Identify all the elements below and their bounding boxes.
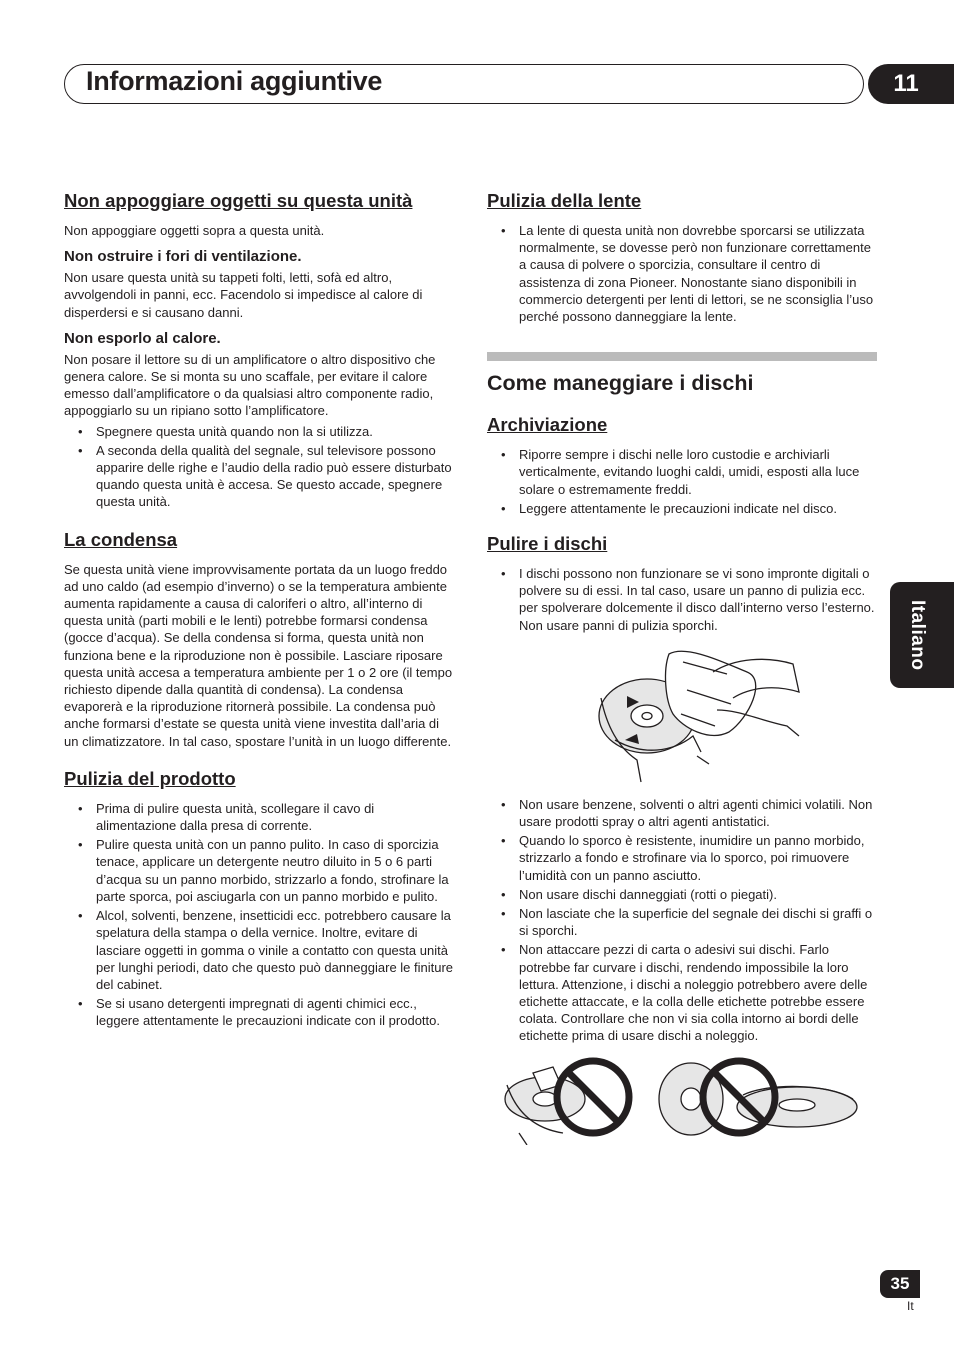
paragraph: Non posare il lettore su di un amplificatore o altro dispositivo che genera calore. Se si monta su uno scaffale, per evitare il calore emesso dall’amplificatore o da qualsiasi altro componente radio, appoggiarlo su un ripiano sotto l’amplificatore. bbox=[64, 351, 436, 419]
list-item: • Quando lo sporco è resistente, inumidire un panno morbido, strizzarlo a fondo e strofinare via lo sporco, poi rimuovere l’umidità con un panno asciutto. bbox=[487, 832, 877, 884]
subheading-heat: Non esporlo al calore. bbox=[64, 329, 221, 347]
section-title-disc-cleaning: Pulire i dischi bbox=[487, 533, 608, 555]
list-item: • La lente di questa unità non dovrebbe sporcarsi se utilizzata normalmente, se dovesse però non funzionare correttamente a causa di polvere o sporcizia, consultare il centro di assistenza di zona Pioneer. Nonostante siano disponibili in commercio detergenti per lenti di lettori, se ne sconsiglia l’uso perché possono danneggiare la lente. bbox=[487, 222, 877, 325]
list-item: • Riporre sempre i dischi nelle loro custodie e archiviarli verticalmente, evitando luoghi caldi, umidi, esposti alla luce solare o estremamente freddi. bbox=[487, 446, 877, 498]
list-item: • Spegnere questa unità quando non la si utilizza. bbox=[64, 423, 456, 440]
left-column bbox=[64, 188, 456, 1040]
list-item: • Non usare dischi danneggiati (rotti o piegati). bbox=[487, 886, 877, 903]
bullet-list bbox=[64, 800, 456, 1030]
list-item: • Leggere attentamente le precauzioni indicate nel disco. bbox=[487, 500, 877, 517]
section-title-condensation: La condensa bbox=[64, 528, 178, 550]
language-tab-label: Italiano bbox=[907, 600, 928, 671]
chapter-badge: 11 bbox=[868, 64, 954, 104]
bullet-list bbox=[487, 565, 877, 634]
section-title-objects: Non appoggiare oggetti su questa unità bbox=[64, 190, 413, 211]
right-column bbox=[487, 188, 877, 1145]
list-item: • A seconda della qualità del segnale, sul televisore possono apparire delle righe e l’audio della radio può essere disturbato quando questa unità è accesa. Se questo accade, spegnere questa unità. bbox=[64, 442, 456, 511]
prohibited-handling-illustration bbox=[487, 1055, 877, 1145]
bullet-list bbox=[487, 222, 877, 325]
main-heading-discs: Come maneggiare i dischi bbox=[487, 371, 754, 396]
paragraph: Non usare questa unità su tappeti folti, letti, sofà ed altro, avvolgendoli in panni, ecc. Facendolo si impedisce al calore di disperdersi e si causano danni. bbox=[64, 270, 423, 320]
list-item: • Non lasciate che la superficie del segnale dei dischi si graffi o si sporchi. bbox=[487, 905, 877, 939]
list-item: • Se si usano detergenti impregnati di agenti chimici ecc., leggere attentamente le precauzioni indicate con il prodotto. bbox=[64, 995, 456, 1029]
page-number: 35 bbox=[880, 1270, 920, 1298]
language-tab bbox=[890, 582, 954, 688]
list-item: • Non attaccare pezzi di carta o adesivi sui dischi. Farlo potrebbe far curvare i dischi, rendendo impossibile la loro lettura. Attenzione, i dischi a noleggio potrebbero avere delle etichette attaccate, e la colla delle etichette potrebbe essere colata. Controllare che non vi sia colla intorno ai bordi delle etichette prima di usare dischi a noleggio. bbox=[487, 941, 877, 1044]
page-title: Informazioni aggiuntive bbox=[86, 66, 383, 96]
paragraph: Se questa unità viene improvvisamente portata da un luogo freddo ad uno caldo (ad esempio d’inverno) o se la temperatura ambiente aumenta rapidamente a causa di caloriferi o altro, all’interno di questa unità (parti mobili e le lenti) potrebbe formarsi condensa (gocce d’acqua). Se della condensa si forma, questa unità non funziona bene e la riproduzione non è possibile. Lasciare riposare questa unità accesa a temperatura ambiente per 1 o 2 ore (il tempo richiesto dipende dalla quantità di condensa). La condensa evaporerà e la riproduzione ritornerà possibile. La condensa può anche formarsi d’estate se questa unità viene investita dall’aria di un climatizzatore. In tal caso, spostare l’unità in un luogo differente. bbox=[64, 561, 453, 749]
page-language-code: It bbox=[907, 1299, 914, 1313]
bullet-list bbox=[487, 796, 877, 1045]
section-title-storage: Archiviazione bbox=[487, 414, 608, 436]
paragraph: Non appoggiare oggetti sopra a questa unità. bbox=[64, 223, 325, 238]
list-item: • Alcol, solventi, benzene, insetticidi ecc. potrebbero causare la spelatura della stampa o della vernice. Inoltre, evitare di lasciare oggetti in gomma o vinile a contatto con questa unità per lunghi periodi, dato che questo può danneggiare le finiture del cabinet. bbox=[64, 907, 456, 993]
section-title-product-cleaning: Pulizia del prodotto bbox=[64, 767, 236, 789]
list-item: • Prima di pulire questa unità, scollegare il cavo di alimentazione dalla presa di corrente. bbox=[64, 800, 456, 834]
list-item: • Non usare benzene, solventi o altri agenti chimici volatili. Non usare prodotti spray o altri agenti antistatici. bbox=[487, 796, 877, 830]
bullet-list bbox=[64, 423, 456, 511]
section-title-lens-cleaning: Pulizia della lente bbox=[487, 190, 642, 211]
bullet-list bbox=[487, 446, 877, 517]
subheading-ventilation: Non ostruire i fori di ventilazione. bbox=[64, 248, 302, 266]
disc-cleaning-illustration bbox=[487, 644, 877, 784]
list-item: • Pulire questa unità con un panno pulito. In caso di sporcizia tenace, applicare un detergente neutro diluito in 5 o 6 parti d’acqua su un panno morbido, strizzarlo a fondo, strofinare la parte sporca, poi asciugarla con un panno morbido e pulito. bbox=[64, 836, 456, 905]
section-divider bbox=[487, 352, 877, 361]
list-item: • I dischi possono non funzionare se vi sono impronte digitali o polvere su di essi. In tal caso, usare un panno di pulizia ecc. per spolverare dolcemente il disco dall’interno verso l’esterno. Non usare panni di pulizia sporchi. bbox=[487, 565, 877, 634]
